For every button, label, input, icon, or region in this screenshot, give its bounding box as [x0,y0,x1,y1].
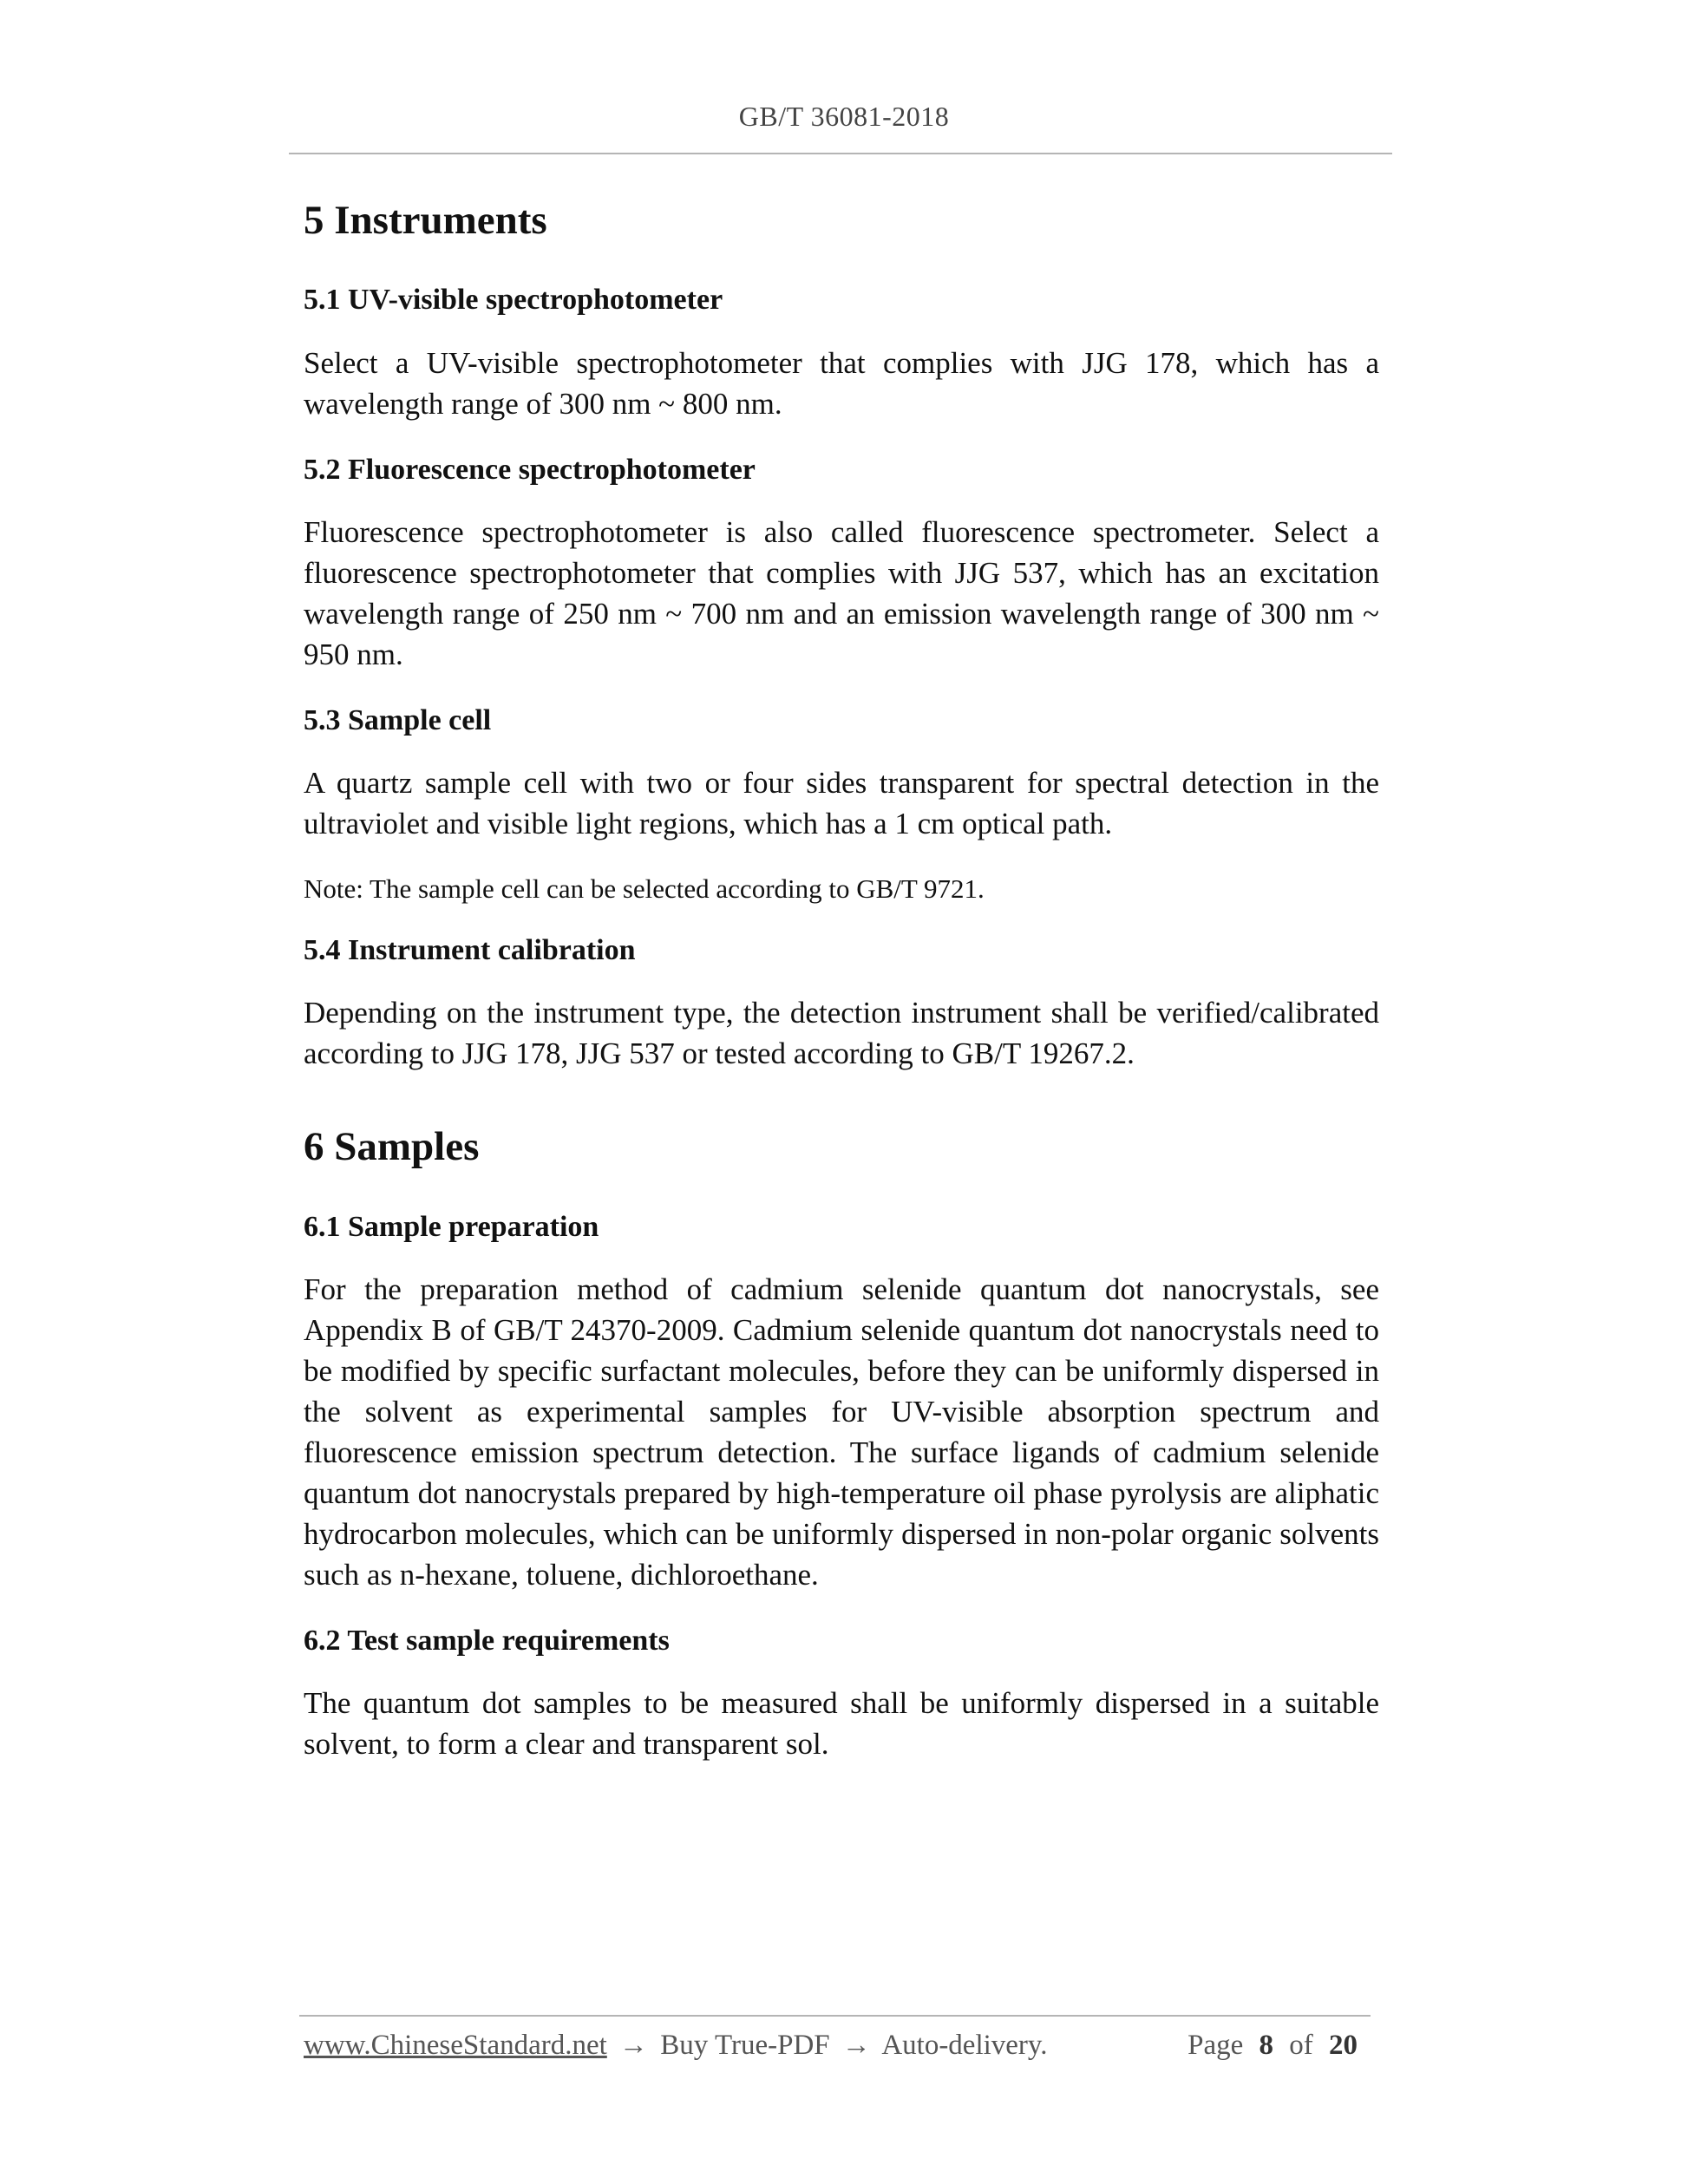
total-page-number: 20 [1329,2030,1358,2061]
arrow-right-icon: → [841,2030,871,2061]
footer-promo [304,2030,1048,2062]
section-6-heading: 6 Samples [304,1124,480,1170]
of-label: of [1289,2030,1313,2061]
website-link[interactable]: www.ChineseStandard.net [304,2030,607,2061]
header-divider [289,153,1392,154]
subsection-6-1-text: For the preparation method of cadmium selenide quantum dot nanocrystals, see Appendix B of GB/T 24370-2009. Cadmium selenide quantum dot nanocrystals need to be modified by specific surfactant molecules, before they can be uniformly dispersed in the solvent as experimental samples for UV-visible absorption spectrum and fluorescence emission spectrum detection. The surface ligands of cadmium selenide quantum dot nanocrystals prepared by high-temperature oil phase pyrolysis are aliphatic hydrocarbon molecules, which can be uniformly dispersed in non-polar organic solvents such as n-hexane, toluene, dichloroethane. [304,1272,1379,1592]
page-content [304,196,1379,1791]
subsection-5-3-heading: 5.3 Sample cell [304,703,492,736]
subsection-5-1-text: Select a UV-visible spectrophotometer that complies with JJG 178, which has a wavelength range of 300 nm ~ 800 nm. [304,345,1379,421]
subsection-5-3-note: Note: The sample cell can be selected according to GB/T 9721. [304,873,985,904]
buy-pdf-text: Buy True-PDF [660,2030,830,2061]
subsection-6-2-heading: 6.2 Test sample requirements [304,1624,670,1657]
document-code-header: GB/T 36081-2018 [738,101,950,132]
subsection-5-4-text: Depending on the instrument type, the detection instrument shall be verified/calibrated according to JJG 178, JJG 537 or tested according to GB/T 19267.2. [304,996,1379,1071]
page-indicator [1187,2030,1366,2062]
section-5-heading: 5 Instruments [304,198,547,243]
subsection-6-1-heading: 6.1 Sample preparation [304,1210,599,1243]
page-footer [304,2030,1366,2062]
subsection-5-4-heading: 5.4 Instrument calibration [304,933,636,966]
current-page-number: 8 [1259,2030,1273,2061]
subsection-6-2-text: The quantum dot samples to be measured shall be uniformly dispersed in a suitable solvent, to form a clear and transparent sol. [304,1685,1379,1761]
arrow-right-icon: → [619,2030,649,2061]
auto-delivery-text: Auto-delivery. [881,2030,1048,2061]
footer-divider [299,2015,1371,2017]
subsection-5-3-text: A quartz sample cell with two or four sides transparent for spectral detection in the ultraviolet and visible light regions, which has a 1 cm optical path. [304,765,1379,840]
subsection-5-1-heading: 5.1 UV-visible spectrophotometer [304,284,723,317]
subsection-5-2-text: Fluorescence spectrophotometer is also called fluorescence spectrometer. Select a fluorescence spectrophotometer that complies with JJG 537, which has an excitation wavelength range of 250 nm ~ 700 nm and an emission wavelength range of 300 nm ~ 950 nm. [304,514,1379,671]
subsection-5-2-heading: 5.2 Fluorescence spectrophotometer [304,453,756,486]
page-label: Page [1187,2030,1244,2061]
